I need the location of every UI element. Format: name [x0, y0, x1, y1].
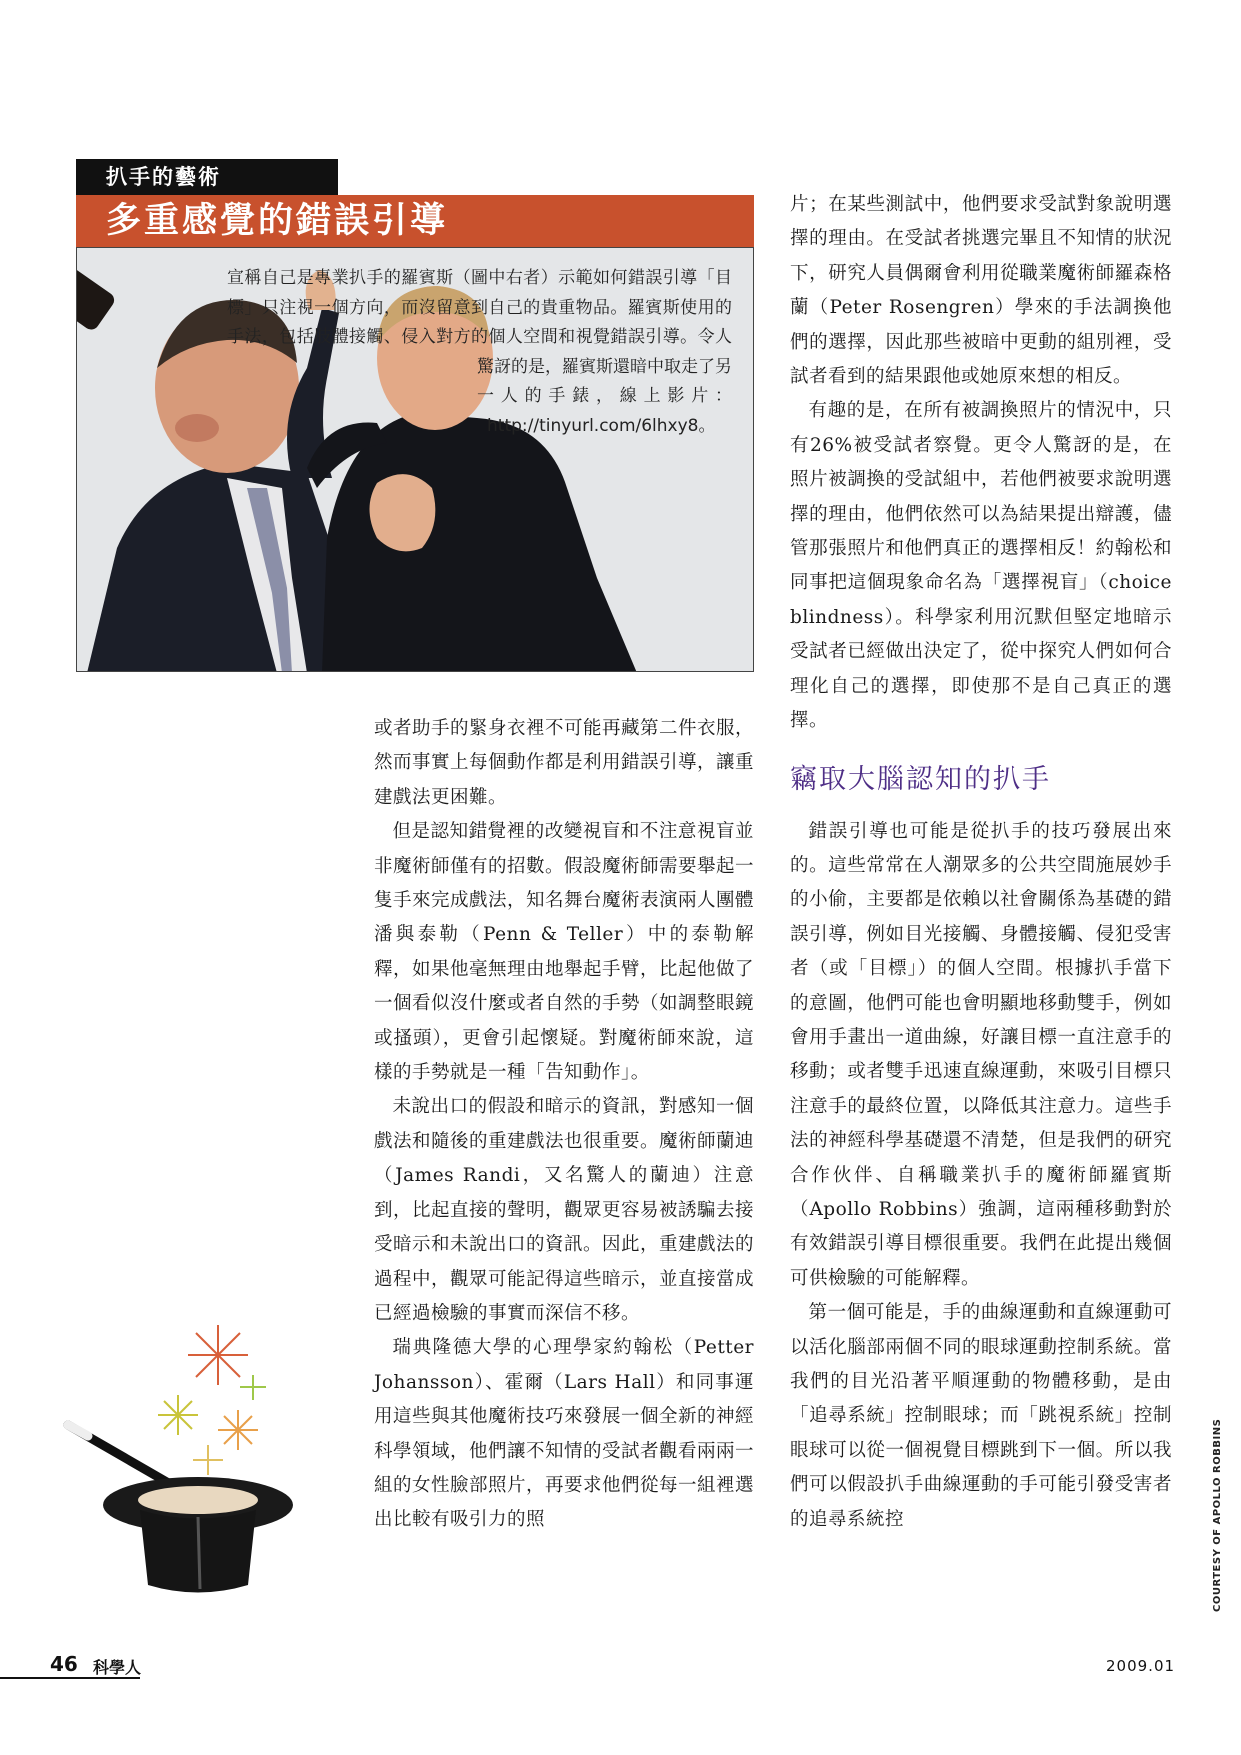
paragraph: 未說出口的假設和暗示的資訊，對感知一個戲法和隨後的重建戲法也很重要。魔術師蘭迪（James Randi，又名驚人的蘭迪）注意到，比起直接的聲明，觀眾更容易被誘騙去接受暗示和未說出口的資訊。因此，重建戲法的過程中，觀眾可能記得這些暗示，並直接當成已經過檢驗的事實而深信不移。 [374, 1096, 755, 1324]
magic-hat-illustration [48, 1295, 298, 1595]
paragraph: 有趣的是，在所有被調換照片的情況中，只有26%被受試者察覺。更令人驚訝的是，在照片被調換的受試組中，若他們被要求說明選擇的理由，他們依然可以為結果提出辯護，儘管那張照片和他們真正的選擇相反！約翰松和同事把這個現象命名為「選擇視盲」（choice blindness）。科學家利用沉默但堅定地暗示受試者已經做出決定了，從中探究人們如何合理化自己的選擇，即使那不是自己真正的選擇。 [790, 400, 1172, 732]
photo-caption: 宣稱自己是專業扒手的羅賓斯（圖中右者）示範如何錯誤引導「目標」只注視一個方向，而沒留意到自己的貴重物品。羅賓斯使用的手法，包括肢體接觸、侵入對方的個人空間和視覺錯誤引導。令人驚訝的是，羅賓斯還暗中取走了另一人的手錶，線上影片：http://tinyurl.com/6lhxy8。 [227, 268, 732, 436]
paragraph: 片；在某些測試中，他們要求受試對象說明選擇的理由。在受試者挑選完畢且不知情的狀況下，研究人員偶爾會利用從職業魔術師羅森格蘭（Peter Rosengren）學來的手法調換他們的選擇，因此那些被暗中更動的組別裡，受試者看到的結果跟他或她原來想的相反。 [790, 194, 1172, 388]
magazine-name: 科學人 [93, 1658, 142, 1677]
paragraph: 或者助手的緊身衣裡不可能再藏第二件衣服，然而事實上每個動作都是利用錯誤引導，讓重建戲法更困難。 [374, 718, 755, 808]
sidebar-kicker: 扒手的藝術 [76, 159, 338, 195]
middle-column [374, 712, 754, 1538]
sidebar-box [76, 247, 754, 672]
page-number: 46 [50, 1652, 78, 1676]
right-column [790, 188, 1172, 1537]
photo-credit: COURTESY OF APOLLO ROBBINS [1212, 1418, 1223, 1612]
sidebar-title: 多重感覺的錯誤引導 [76, 195, 754, 247]
paragraph: 錯誤引導也可能是從扒手的技巧發展出來的。這些常常在人潮眾多的公共空間施展妙手的小偷，主要都是依賴以社會關係為基礎的錯誤引導，例如目光接觸、身體接觸、侵犯受害者（或「目標」）的個人空間。根據扒手當下的意圖，他們可能也會明顯地移動雙手，例如會用手畫出一道曲線，好讓目標一直注意手的移動；或者雙手迅速直線運動，來吸引目標只注意手的最終位置，以降低其注意力。這些手法的神經科學基礎還不清楚，但是我們的研究合作伙伴、自稱職業扒手的魔術師羅賓斯（Apollo Robbins）強調，這兩種移動對於有效錯誤引導目標很重要。我們在此提出幾個可供檢驗的可能解釋。 [790, 820, 1172, 1289]
paragraph: 瑞典隆德大學的心理學家約翰松（Petter Johansson）、霍爾（Lars Hall）和同事運用這些與其他魔術技巧來發展一個全新的神經科學領域，他們讓不知情的受試者觀看兩兩一組的女性臉部照片，再要求他們從每一組裡選出比較有吸引力的照 [374, 1337, 755, 1531]
paragraph: 但是認知錯覺裡的改變視盲和不注意視盲並非魔術師僅有的招數。假設魔術師需要舉起一隻手來完成戲法，知名舞台魔術表演兩人團體潘與泰勒（Penn & Teller）中的泰勒解釋，如果他毫無理由地舉起手臂，比起他做了一個看似沒什麼或者自然的手勢（如調整眼鏡或搔頭），更會引起懷疑。對魔術師來說，這樣的手勢就是一種「告知動作」。 [374, 821, 755, 1084]
footer-rule [0, 1677, 140, 1679]
paragraph: 第一個可能是，手的曲線運動和直線運動可以活化腦部兩個不同的眼球運動控制系統。當我們的目光沿著平順運動的物體移動，是由「追尋系統」控制眼球；而「跳視系統」控制眼球可以從一個視覺目標跳到下一個。所以我們可以假設扒手曲線運動的手可能引發受害者的追尋系統控 [790, 1302, 1172, 1530]
section-heading: 竊取大腦認知的扒手 [790, 763, 1051, 795]
issue-date: 2009.01 [1106, 1657, 1176, 1675]
